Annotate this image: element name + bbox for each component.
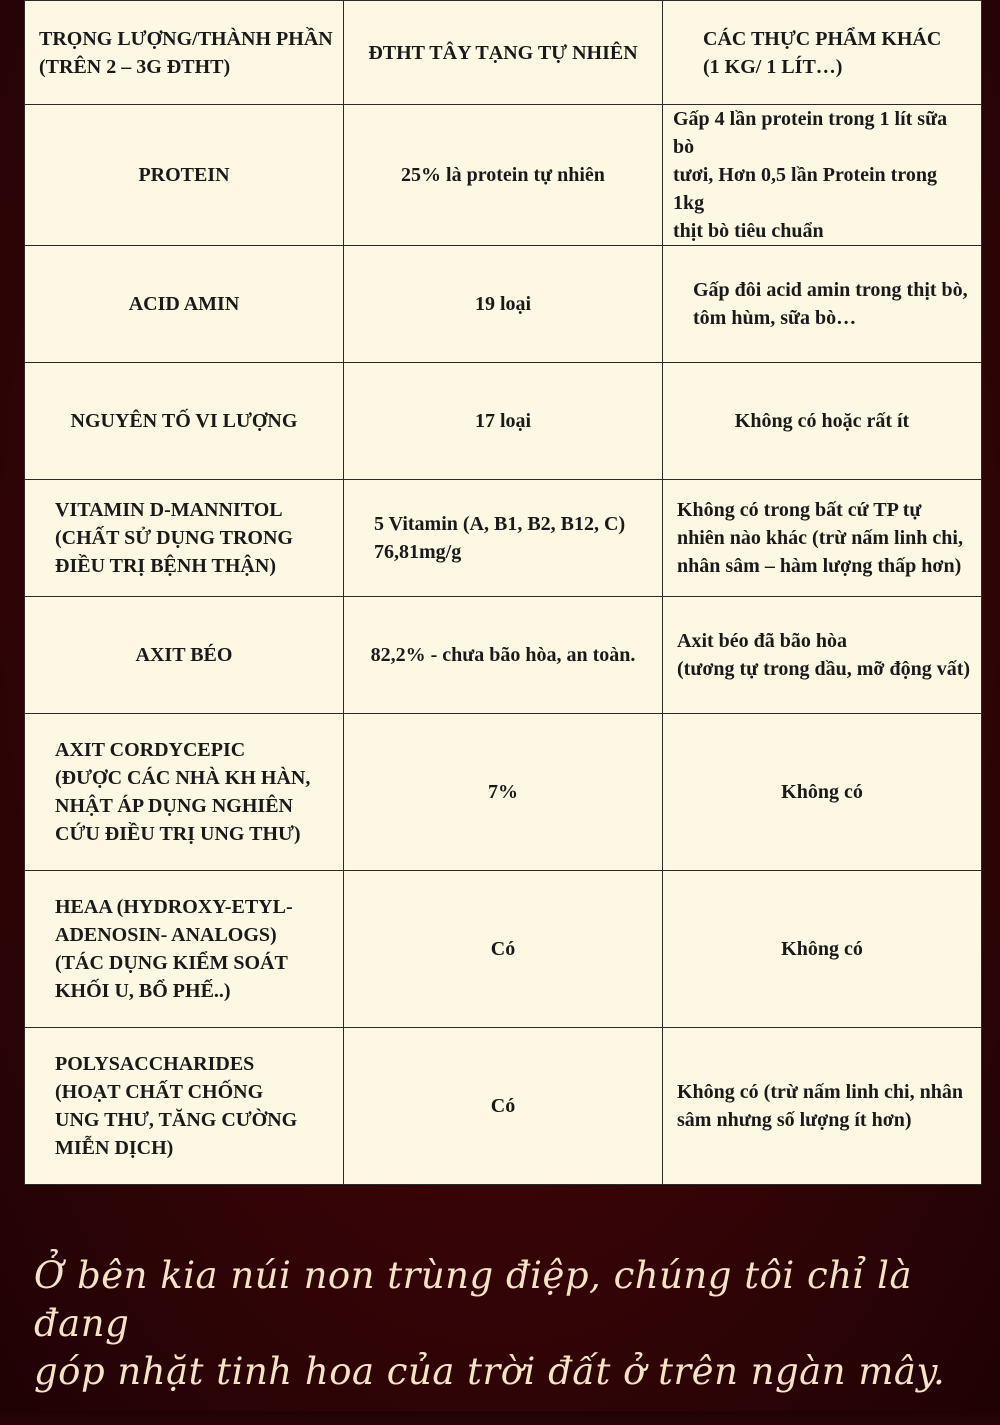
other-cell (663, 714, 982, 871)
other-text: Không có (781, 781, 863, 803)
component-text: AXIT BÉO (135, 644, 233, 666)
header-natural (344, 1, 663, 105)
other-cell (663, 871, 982, 1028)
table-row (25, 1028, 982, 1185)
natural-text: 5 Vitamin (A, B1, B2, B12, C) 76,81mg/g (374, 513, 626, 563)
natural-text: Có (490, 1095, 516, 1117)
other-cell (663, 1028, 982, 1185)
other-cell (663, 246, 982, 363)
natural-cell (344, 105, 663, 246)
component-cell (25, 105, 344, 246)
other-text: Không có trong bất cứ TP tự nhiên nào khác (trừ nấm linh chi, nhân sâm – hàm lượng thấp hơn) (677, 499, 963, 577)
table-row (25, 480, 982, 597)
header-component-text: TRỌNG LƯỢNG/THÀNH PHẦN (TRÊN 2 – 3G ĐTHT) (39, 27, 333, 78)
natural-cell (344, 714, 663, 871)
component-cell (25, 1028, 344, 1185)
table-row (25, 714, 982, 871)
other-cell (663, 597, 982, 714)
quote-line-2: góp nhặt tinh hoa của trời đất ở trên ngàn mây. (34, 1350, 946, 1393)
natural-text: Có (490, 938, 516, 960)
component-cell (25, 246, 344, 363)
component-cell (25, 363, 344, 480)
component-text: PROTEIN (138, 164, 230, 186)
bottom-edge (0, 1411, 1000, 1425)
component-text: ACID AMIN (128, 293, 240, 315)
table-row (25, 871, 982, 1028)
component-cell (25, 480, 344, 597)
component-text: NGUYÊN TỐ VI LƯỢNG (70, 410, 298, 432)
comparison-table-container (24, 0, 981, 1174)
component-cell (25, 597, 344, 714)
table-row (25, 597, 982, 714)
natural-text: 19 loại (474, 293, 532, 315)
natural-cell (344, 597, 663, 714)
natural-cell (344, 246, 663, 363)
component-text: POLYSACCHARIDES (HOẠT CHẤT CHỐNG UNG THƯ, TĂNG CƯỜNG MIỄN DỊCH) (55, 1053, 298, 1159)
natural-text: 82,2% - chưa bão hòa, an toàn. (370, 644, 636, 666)
other-cell (663, 105, 982, 246)
closing-quote (34, 1252, 974, 1396)
natural-text: 7% (488, 781, 518, 803)
table-row (25, 363, 982, 480)
component-text: VITAMIN D-MANNITOL (CHẤT SỬ DỤNG TRONG ĐIỀU TRỊ BỆNH THẬN) (55, 499, 293, 577)
component-text: AXIT CORDYCEPIC (ĐƯỢC CÁC NHÀ KH HÀN, NHẬT ÁP DỤNG NGHIÊN CỨU ĐIỀU TRỊ UNG THƯ) (55, 739, 311, 845)
header-other-text: CÁC THỰC PHẨM KHÁC (1 KG/ 1 LÍT…) (703, 27, 942, 78)
header-other (663, 1, 982, 105)
other-cell (663, 480, 982, 597)
other-text: Gấp đôi acid amin trong thịt bò, tôm hùm, sữa bò… (693, 279, 968, 329)
other-cell (663, 363, 982, 480)
component-cell (25, 871, 344, 1028)
other-text: Axit béo đã bão hòa (tương tự trong dầu, mỡ động vất) (677, 630, 971, 680)
header-component (25, 1, 344, 105)
other-text: Không có (781, 938, 863, 960)
table-row (25, 105, 982, 246)
natural-cell (344, 363, 663, 480)
natural-cell (344, 1028, 663, 1185)
natural-text: 25% là protein tự nhiên (401, 164, 605, 186)
component-text: HEAA (HYDROXY-ETYL- ADENOSIN- ANALOGS) (TÁC DỤNG KIỂM SOÁT KHỐI U, BỔ PHẾ..) (55, 896, 293, 1002)
table-row (25, 246, 982, 363)
component-cell (25, 714, 344, 871)
natural-cell (344, 480, 663, 597)
table-header-row (25, 1, 982, 105)
comparison-table (24, 0, 982, 1185)
other-text: Gấp 4 lần protein trong 1 lít sữa bò tươi, Hơn 0,5 lần Protein trong 1kg thịt bò tiêu chuẩn (673, 108, 948, 242)
quote-line-1: Ở bên kia núi non trùng điệp, chúng tôi chỉ là đang (34, 1254, 913, 1345)
natural-text: 17 loại (474, 410, 532, 432)
header-natural-text: ĐTHT TÂY TẠNG TỰ NHIÊN (368, 41, 638, 64)
natural-cell (344, 871, 663, 1028)
other-text: Không có hoặc rất ít (734, 410, 910, 432)
other-text: Không có (trừ nấm linh chi, nhân sâm nhưng số lượng ít hơn) (677, 1081, 963, 1131)
